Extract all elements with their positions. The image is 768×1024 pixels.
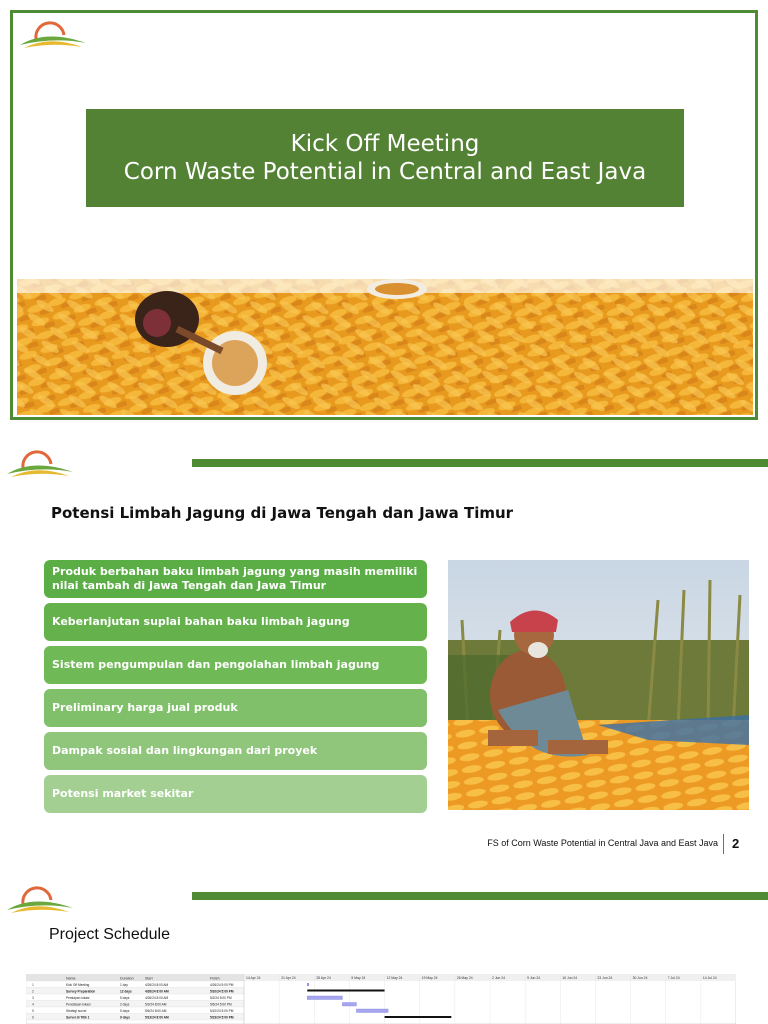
topic-item: Potensi market sekitar — [44, 775, 427, 813]
gantt-date-label: 23 Jun 24 — [597, 976, 613, 980]
gantt-cell: 5/23/24 5:00 PM — [210, 1015, 234, 1020]
header-divider — [192, 892, 768, 900]
gantt-cell: 5/13/24 8:00 AM — [145, 1015, 169, 1020]
gantt-date-label: 14 Jul 24 — [702, 976, 717, 980]
gantt-date-label: 9 Jun 24 — [527, 976, 541, 980]
gantt-row-number: 1 — [32, 982, 34, 987]
footer-text: FS of Corn Waste Potential in Central Java and East Java — [487, 838, 718, 848]
gantt-cell: 9 days — [120, 1015, 130, 1020]
gantt-date-label: 30 Jun 24 — [632, 976, 648, 980]
footer-divider — [723, 834, 724, 854]
gantt-cell: 5/6/24 5:00 PM — [210, 1002, 232, 1007]
gantt-cell: 4/26/24 5:00 PM — [210, 982, 234, 987]
topic-item: Preliminary harga jual produk — [44, 689, 427, 727]
gantt-date-label: 7 Jul 24 — [667, 976, 680, 980]
gantt-date-label: 21 Apr 24 — [281, 976, 296, 980]
gantt-cell: Strategi survei — [66, 1008, 87, 1013]
gantt-date-label: 19 May 24 — [421, 976, 438, 980]
gantt-cell: 4/26/24 8:00 AM — [145, 995, 169, 1000]
gantt-row-number: 4 — [32, 1002, 34, 1007]
gantt-cell: 4/26/24 8:00 AM — [145, 982, 169, 987]
gantt-cell: 2 days — [120, 1002, 130, 1007]
gantt-summary-bar — [385, 1016, 452, 1018]
gantt-date-label: 16 Jun 24 — [562, 976, 578, 980]
gantt-cell: 5/2/24 5:00 PM — [210, 995, 232, 1000]
topic-item: Keberlanjutan suplai bahan baku limbah jagung — [44, 603, 427, 641]
gantt-cell: 5/3/24 8:00 AM — [145, 1002, 167, 1007]
gantt-task-bar — [356, 1009, 388, 1013]
gantt-row-number: 6 — [32, 1015, 34, 1020]
gantt-cell: Survei di Titik 1 — [66, 1015, 90, 1020]
title-slide — [10, 10, 758, 420]
gantt-cell: Persiapan lokasi — [66, 995, 90, 1000]
gantt-cell: 5 days — [120, 1008, 130, 1013]
gantt-svg — [26, 974, 736, 1024]
gantt-date-label: 5 May 24 — [351, 976, 366, 980]
page-number: 2 — [732, 836, 740, 851]
gantt-milestone — [307, 983, 309, 986]
gantt-chart — [26, 974, 736, 1024]
gantt-summary-bar — [307, 990, 384, 992]
content-slide — [0, 420, 768, 862]
gantt-cell: 5 days — [120, 995, 130, 1000]
gantt-column-header: Duration — [120, 976, 134, 981]
corn-photo — [17, 279, 753, 415]
gantt-date-label: 2 Jun 24 — [492, 976, 506, 980]
farmer-photo — [448, 560, 749, 810]
slide-title: Project Schedule — [49, 926, 170, 943]
gantt-date-label: 26 May 24 — [456, 976, 473, 980]
gantt-date-label: 12 May 24 — [386, 976, 403, 980]
gantt-cell: 1 day — [120, 982, 128, 987]
sunrise-logo-icon — [16, 15, 88, 51]
topic-item: Dampak sosial dan lingkungan dari proyek — [44, 732, 427, 770]
gantt-row-number: 3 — [32, 995, 34, 1000]
topic-item: Produk berbahan baku limbah jagung yang masih memiliki nilai tambah di Jawa Tengah dan Jawa Timur — [44, 560, 427, 598]
gantt-task-bar — [307, 996, 342, 1000]
gantt-cell: Pendataan lokasi — [66, 1002, 91, 1007]
gantt-row-number: 5 — [32, 1008, 34, 1013]
schedule-slide — [0, 868, 768, 1024]
gantt-column-header: Finish — [210, 976, 220, 981]
gantt-date-label: 14 Apr 24 — [246, 976, 261, 980]
title-line-2: Corn Waste Potential in Central and East Java — [123, 159, 647, 185]
gantt-cell: 5/10/24 5:00 PM — [210, 1008, 234, 1013]
gantt-task-bar — [342, 1003, 356, 1007]
gantt-cell: Survey Preparation — [66, 989, 96, 994]
gantt-cell: 12 days — [120, 989, 132, 994]
gantt-cell: 5/6/24 8:00 AM — [145, 1008, 167, 1013]
gantt-cell: 5/10/24 5:00 PM — [210, 989, 234, 994]
title-line-1: Kick Off Meeting — [290, 131, 480, 157]
gantt-row-number: 2 — [32, 989, 34, 994]
gantt-cell: Kick Off Meeting — [66, 982, 90, 987]
header-divider — [192, 459, 768, 467]
title-banner — [86, 109, 684, 207]
gantt-column-header: Start — [145, 976, 153, 981]
gantt-date-label: 28 Apr 24 — [316, 976, 331, 980]
sunrise-logo-icon — [3, 444, 75, 480]
gantt-cell: 4/26/24 8:00 AM — [145, 989, 169, 994]
slide-title: Potensi Limbah Jagung di Jawa Tengah dan Jawa Timur — [51, 504, 514, 522]
gantt-column-header: Name — [66, 976, 76, 981]
sunrise-logo-icon — [3, 880, 75, 916]
topic-item: Sistem pengumpulan dan pengolahan limbah jagung — [44, 646, 427, 684]
